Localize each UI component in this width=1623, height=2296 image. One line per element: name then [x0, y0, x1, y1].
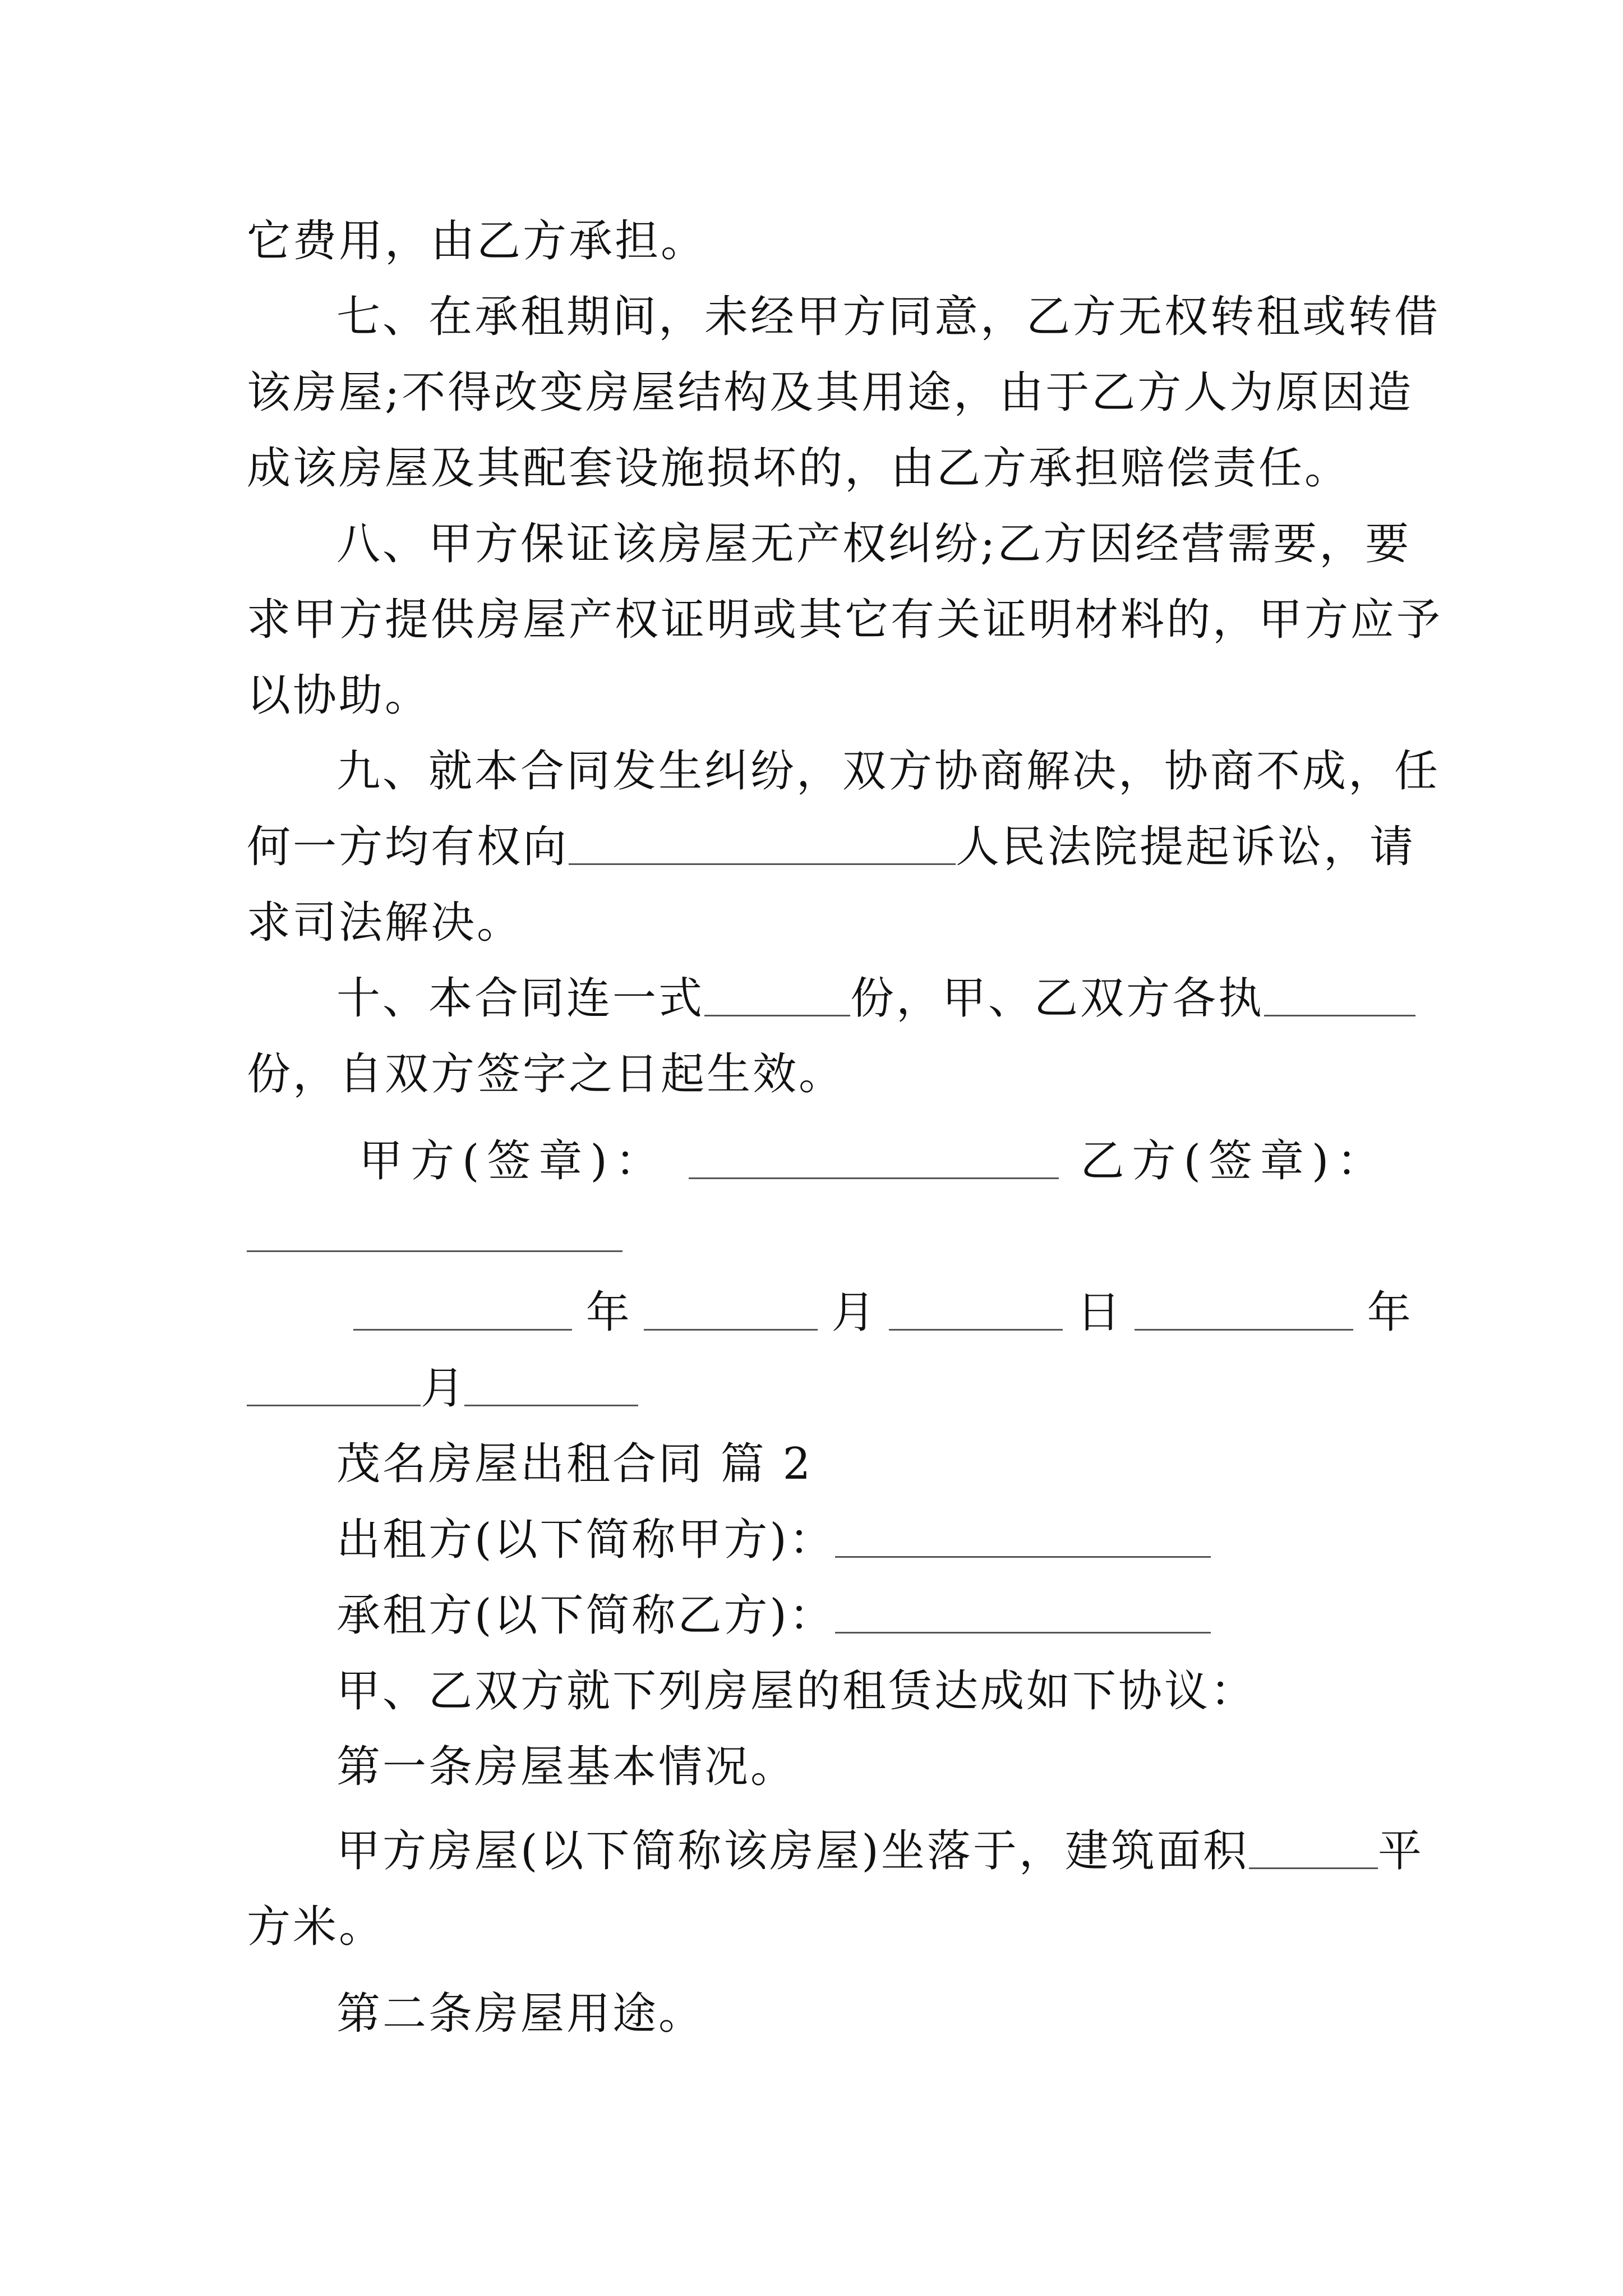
party-b-year-blank[interactable] [1135, 1290, 1353, 1331]
lessor-line [336, 1512, 1211, 1568]
party-b-signature-blank[interactable] [247, 1211, 623, 1252]
clause-9-line-1 [336, 743, 1440, 799]
party-b-signature-line [247, 1206, 623, 1262]
clause-9-line-2 [247, 819, 1415, 875]
text: 日 [1077, 1287, 1121, 1338]
text: 八、甲方保证该房屋无产权纠纷;乙方因经营需要，要 [336, 519, 1412, 569]
clause-8-line-3 [247, 668, 431, 724]
text: 第二条房屋用途。 [336, 1989, 705, 2039]
text: 以协助。 [247, 670, 431, 721]
clause-8-line-2 [247, 592, 1442, 648]
copies-total-blank[interactable] [704, 976, 850, 1016]
date-line-2 [247, 1360, 638, 1416]
lessee-line [336, 1588, 1211, 1644]
text: 份，自双方签字之日起生效。 [247, 1049, 845, 1099]
text: 份，甲、乙双方各执 [850, 973, 1265, 1024]
clause-7-line-3 [247, 440, 1350, 496]
party-b-month-blank[interactable] [247, 1365, 421, 1406]
lessee-name-blank[interactable] [835, 1593, 1211, 1634]
clause-9-line-3 [247, 895, 523, 951]
text: 求甲方提供房屋产权证明或其它有关证明材料的，甲方应予 [247, 595, 1443, 645]
text: 人民法院提起诉讼，请 [956, 822, 1416, 872]
party-a-signature-label: 甲方(签章)： [359, 1136, 667, 1186]
party-a-month-blank[interactable] [644, 1290, 818, 1331]
article-2-heading [336, 1986, 704, 2042]
article-1-heading [336, 1739, 796, 1795]
section-heading [336, 1436, 813, 1492]
party-b-day-blank[interactable] [464, 1365, 638, 1406]
text: 何一方均有权向 [247, 822, 569, 872]
date-line-1 [353, 1285, 1411, 1341]
clause-8-line-1 [336, 516, 1411, 572]
agreement-intro-line [336, 1663, 1256, 1719]
party-a-signature-blank[interactable] [689, 1138, 1059, 1179]
text: 出租方(以下简称甲方)： [336, 1515, 835, 1565]
clause-10-line-1 [336, 970, 1415, 1027]
lessor-name-blank[interactable] [835, 1517, 1211, 1558]
text: 它费用，由乙方承担。 [247, 216, 707, 266]
text: 成该房屋及其配套设施损坏的，由乙方承担赔偿责任。 [247, 443, 1351, 494]
text: 月 [421, 1363, 465, 1414]
copies-each-blank[interactable] [1264, 976, 1415, 1016]
clause-10-line-2 [247, 1046, 845, 1102]
text: 该房屋;不得改变房屋结构及其用途，由于乙方人为原因造 [247, 367, 1414, 418]
party-a-year-blank[interactable] [353, 1290, 572, 1331]
signature-line [359, 1133, 1388, 1189]
text: 月 [831, 1287, 875, 1338]
text: 年 [585, 1287, 630, 1338]
text: 十、本合同连一式 [336, 973, 705, 1024]
text: 茂名房屋出租合同 篇 2 [336, 1439, 813, 1489]
floor-area-blank[interactable] [1249, 1828, 1378, 1869]
court-blank-field[interactable] [569, 824, 956, 865]
paragraph-line [247, 213, 707, 269]
text: 年 [1367, 1287, 1411, 1338]
clause-7-line-2 [247, 365, 1413, 421]
text: 承租方(以下简称乙方)： [336, 1590, 835, 1641]
text: 九、就本合同发生纠纷，双方协商解决，协商不成，任 [336, 746, 1441, 797]
party-a-day-blank[interactable] [889, 1290, 1063, 1331]
clause-7-line-1 [336, 289, 1440, 345]
text: 求司法解决。 [247, 898, 523, 948]
text: 甲、乙双方就下列房屋的租赁达成如下协议： [336, 1666, 1257, 1717]
party-b-signature-label: 乙方(签章)： [1080, 1136, 1389, 1186]
article-1-line-2 [247, 1899, 385, 1955]
text: 第一条房屋基本情况。 [336, 1742, 797, 1792]
article-1-line-1 [336, 1823, 1424, 1879]
text: 平 [1377, 1826, 1424, 1876]
text: 方米。 [247, 1902, 385, 1952]
text: 七、在承租期间，未经甲方同意，乙方无权转租或转借 [336, 292, 1441, 342]
text: 甲方房屋(以下简称该房屋)坐落于，建筑面积 [336, 1826, 1249, 1876]
